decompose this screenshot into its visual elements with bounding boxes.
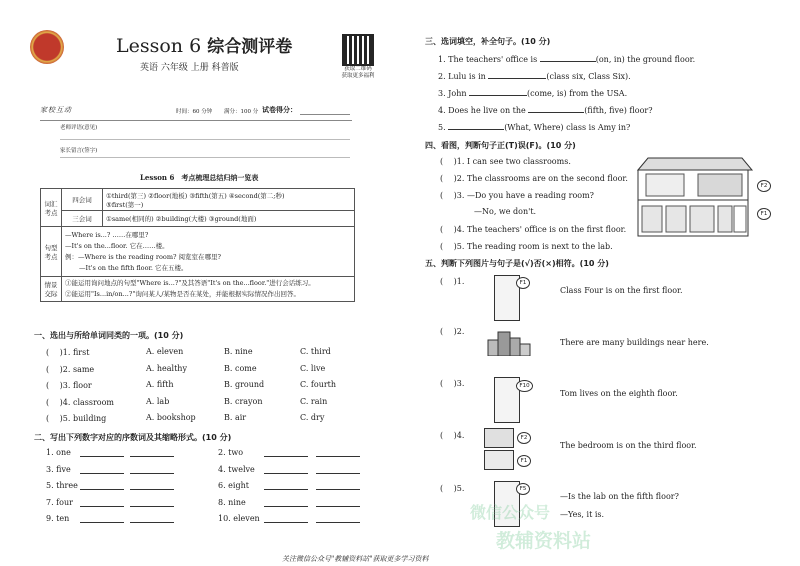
four-label: 四会词 <box>62 189 103 211</box>
sec3-title: 三、选词填空，补全句子。(10 分) <box>425 37 551 46</box>
info-divider <box>40 120 352 121</box>
list-item: ( )4. The teachers' office is on the first floor. <box>440 225 627 234</box>
rooms-illustration <box>484 428 514 472</box>
school-seal-logo <box>30 30 64 64</box>
list-item: 1. one 2. two <box>46 448 376 465</box>
vocab-head: 词汇考点 <box>41 189 62 227</box>
sec5-item-1-sentence: Class Four is on the first floor. <box>560 286 683 295</box>
floor-badge: F10 <box>516 380 533 392</box>
list-item: 5. three 6. eight <box>46 481 376 498</box>
four-words: ①third(第三) ②floor(地板) ③fifth(第五) ④second(第二;秒) ⑤first(第一) <box>103 189 355 211</box>
floor-badge: F5 <box>516 483 530 495</box>
footer-note: 关注微信公众号"教辅资料站"获取更多学习资料 <box>282 555 429 563</box>
sec4-title: 四、看图，判断句子正(T)误(F)。(10 分) <box>425 141 576 150</box>
summary-table <box>40 188 355 302</box>
sec3-list <box>438 53 695 138</box>
list-item: 2. Lulu is in (class six, Class Six). <box>438 72 631 81</box>
three-label: 三会词 <box>62 211 103 227</box>
sec5-title: 五、判断下列图片与句子是(√)否(×)相符。(10 分) <box>425 259 609 268</box>
list-item: ( )3. floor A. fifth B. ground C. fourth <box>46 380 337 390</box>
sec5-item-4-number: ( )4. <box>440 431 465 440</box>
sec5-item-2-sentence: There are many buildings near here. <box>560 338 709 347</box>
watermark-text: 教辅资料站 <box>496 530 592 552</box>
sec5-item-5-sentence: —Is the lab on the fifth floor? <box>560 492 679 501</box>
lesson-title: Lesson 6 综合测评卷 <box>116 35 293 57</box>
score-line <box>300 114 350 115</box>
floor-badge: F1 <box>516 277 530 289</box>
list-item: ( )5. The reading room is next to the lab. <box>440 242 613 251</box>
sec1-list <box>46 347 366 430</box>
list-item: ( )2. same A. healthy B. come C. live <box>46 363 326 374</box>
buildings-illustration <box>486 330 532 356</box>
list-item: 3. John (come, is) from the USA. <box>438 89 628 98</box>
floor-badge-f2: F2 <box>757 180 771 192</box>
context-head: 情景交际 <box>41 277 62 302</box>
summary-title: Lesson 6 考点梳理总结归纳一览表 <box>140 173 259 182</box>
list-item: 5. (What, Where) class is Amy in? <box>438 123 631 132</box>
list-item: ( )5. building A. bookshop B. air C. dry <box>46 413 325 423</box>
subtitle: 英语 六年级 上册 科普版 <box>140 63 239 73</box>
parent-comment-line <box>60 157 350 158</box>
sec2-list <box>46 448 376 531</box>
parent-comment-label: 家长留言(签字) <box>60 148 98 154</box>
floor-badge-f1: F1 <box>757 208 771 220</box>
sec5-item-5-number: ( )5. <box>440 484 465 493</box>
sec2-title: 二、写出下列数字对应的序数词及其缩略形式。(10 分) <box>34 433 232 442</box>
teacher-comment-label: 老师评语(意见) <box>60 125 98 131</box>
exam-full-score: 满分：100 分 <box>224 109 259 115</box>
floor-badge: F1 <box>517 455 531 467</box>
list-item: ( )1. first A. eleven B. nine C. third <box>46 347 331 357</box>
list-item: 1. The teachers' office is (on, in) the ground floor. <box>438 55 696 64</box>
teacher-comment-line <box>60 139 350 140</box>
floor-badge: F2 <box>517 432 531 444</box>
list-item: ( )2. The classrooms are on the second floor. <box>440 174 628 183</box>
context-content: ①能运用询问地点的句型"Where is...?"及其答语"It's on the...floor."进行会话练习。 ②能运用"Is...in/on...?"询问某人/某物是否在某处，并能根据实际情况作出回答。 <box>62 277 355 302</box>
list-item: 7. four 8. nine <box>46 498 376 515</box>
sec5-item-4-sentence: The bedroom is on the third floor. <box>560 441 697 450</box>
list-item: ( )3. —Do you have a reading room? <box>440 191 594 200</box>
three-words: ①same(相同的) ②building(大楼) ③ground(地面) <box>103 211 355 227</box>
score-label: 试卷得分： <box>262 105 297 114</box>
list-item: —No, we don't. <box>474 207 537 216</box>
qr-code <box>342 34 374 66</box>
sec5-item-2-number: ( )2. <box>440 327 465 336</box>
list-item: 4. Does he live on the (fifth, five) floor? <box>438 106 653 115</box>
sec5-item-3-sentence: Tom lives on the eighth floor. <box>560 389 678 398</box>
home-school-tag: 家校互动 <box>40 106 72 114</box>
sentence-content: —Where is...? ……在哪里? —It's on the...floor. 它在……楼。 例：—Where is the reading room? 阅览室在哪里? —It's on the fifth floor. 它在五楼。 <box>62 227 355 277</box>
school-building-illustration <box>634 156 754 238</box>
list-item: ( )1. I can see two classrooms. <box>440 157 571 166</box>
exam-time: 时间：60 分钟 <box>176 109 213 115</box>
qr-caption: 获取二维码 获取更多福利 <box>341 66 375 79</box>
sec1-title: 一、选出与所给单词同类的一项。(10 分) <box>34 331 184 340</box>
list-item: ( )4. classroom A. lab B. crayon C. rain <box>46 396 328 407</box>
sec5-item-1-number: ( )1. <box>440 277 465 286</box>
watermark-text: 微信公众号 <box>470 503 551 522</box>
sec4-list <box>440 156 628 258</box>
list-item: 9. ten 10. eleven <box>46 514 376 531</box>
sentence-head: 句型考点 <box>41 227 62 277</box>
sec5-item-5-reply: —Yes, it is. <box>560 510 605 519</box>
sec5-item-3-number: ( )3. <box>440 379 465 388</box>
list-item: 3. five 4. twelve <box>46 465 376 482</box>
